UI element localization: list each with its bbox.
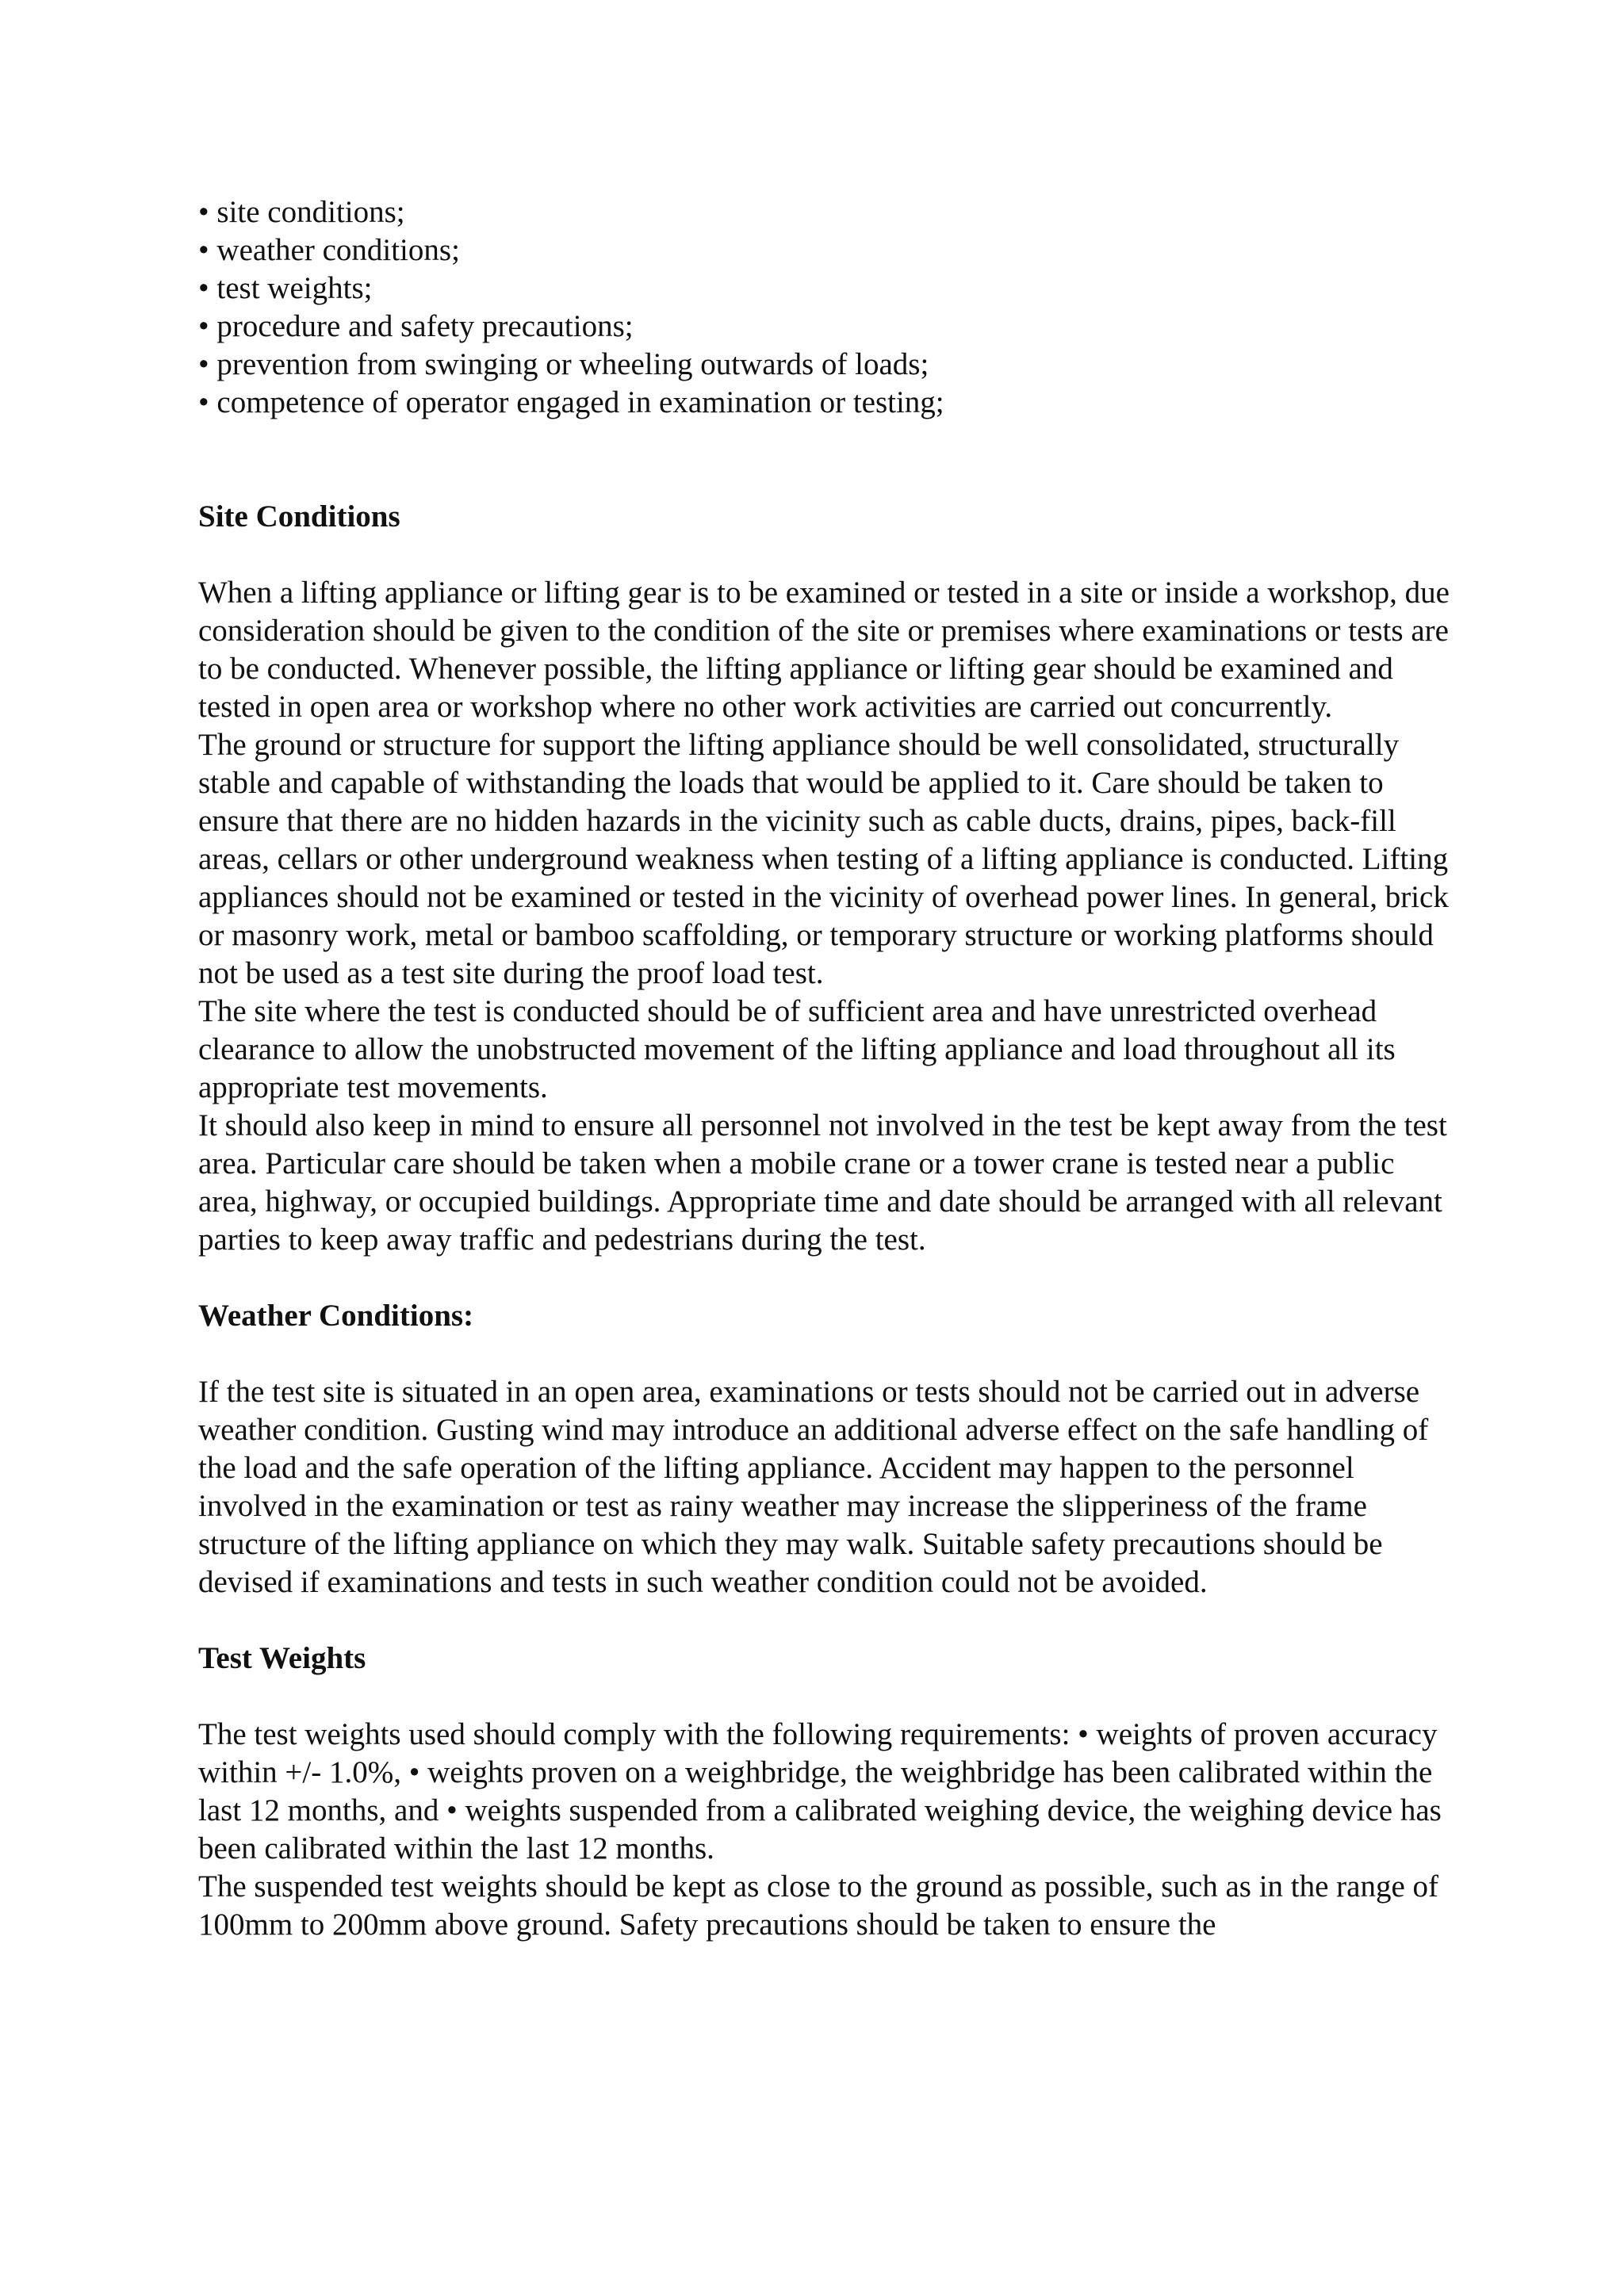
paragraph: The suspended test weights should be kept as close to the ground as possible, such as in the range of 100mm to 200mm above ground. Safety precautions should be taken to ensure the <box>198 1869 1439 1942</box>
bullet-item: • site conditions; <box>198 195 405 229</box>
section-heading-test-weights: Test Weights <box>198 1641 366 1675</box>
spacer <box>198 1259 1451 1297</box>
section-heading-weather-conditions: Weather Conditions: <box>198 1299 474 1333</box>
section-heading-site-conditions: Site Conditions <box>198 499 400 534</box>
bullet-item: • competence of operator engaged in examination or testing; <box>198 385 944 419</box>
site-conditions-section <box>198 498 1451 1259</box>
document-body <box>198 193 1451 1944</box>
bullet-item: • weather conditions; <box>198 233 460 267</box>
bullet-item: • procedure and safety precautions; <box>198 309 634 343</box>
spacer <box>198 536 1451 574</box>
bullet-item: • test weights; <box>198 271 373 305</box>
paragraph: The site where the test is conducted should be of sufficient area and have unrestricted overhead clearance to allow the unobstructed movement of the lifting appliance and load throughout all its appropriate test movements. <box>198 994 1396 1104</box>
paragraph: If the test site is situated in an open area, examinations or tests should not be carried out in adverse weather condition. Gusting wind may introduce an additional adverse effect on the safe handling of the load and the safe operation of the lifting appliance. Accident may happen to the personnel involved in the examination or test as rainy weather may increase the slipperiness of the frame structure of the lifting appliance on which they may walk. Suitable safety precautions should be devised if examinations and tests in such weather condition could not be avoided. <box>198 1375 1429 1599</box>
spacer <box>198 1335 1451 1373</box>
paragraph: The ground or structure for support the lifting appliance should be well consolidated, structurally stable and capable of withstanding the loads that would be applied to it. Care should be taken to ensure that there are no hidden hazards in the vicinity such as cable ducts, drains, pipes, back-fill areas, cellars or other underground weakness when testing of a lifting appliance is conducted. Lifting appliances should not be examined or tested in the vicinity of overhead power lines. In general, brick or masonry work, metal or bamboo scaffolding, or temporary structure or working platforms should not be used as a test site during the proof load test. <box>198 728 1449 990</box>
topic-bullet-list <box>198 193 1451 422</box>
bullet-item: • prevention from swinging or wheeling outwards of loads; <box>198 347 929 381</box>
weather-conditions-section <box>198 1297 1451 1601</box>
paragraph: When a lifting appliance or lifting gear is to be examined or tested in a site or inside a workshop, due consideration should be given to the condition of the site or premises where examinations or tests are to be conducted. Whenever possible, the lifting appliance or lifting gear should be examined and tested in open area or workshop where no other work activities are carried out concurrently. <box>198 576 1450 724</box>
spacer <box>198 422 1451 498</box>
spacer <box>198 1678 1451 1716</box>
test-weights-section <box>198 1640 1451 1944</box>
spacer <box>198 1601 1451 1640</box>
paragraph: The test weights used should comply with the following requirements: • weights of proven accuracy within +/- 1.0%, • weights proven on a weighbridge, the weighbridge has been calibrated within the last 12 months, and • weights suspended from a calibrated weighing device, the weighing device has been calibrated within the last 12 months. <box>198 1717 1442 1866</box>
paragraph: It should also keep in mind to ensure all personnel not involved in the test be kept away from the test area. Particular care should be taken when a mobile crane or a tower crane is tested near a public area, highway, or occupied buildings. Appropriate time and date should be arranged with all relevant parties to keep away traffic and pedestrians during the test. <box>198 1108 1447 1257</box>
